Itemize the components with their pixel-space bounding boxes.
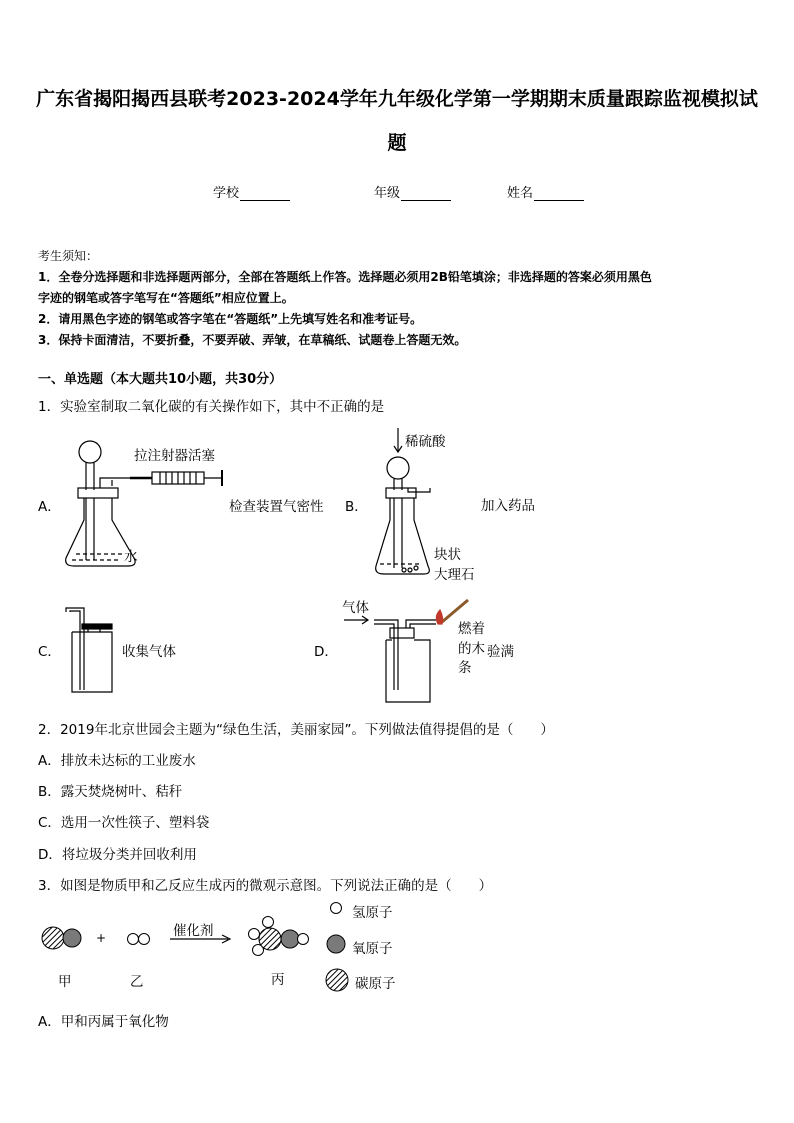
q2-option-b[interactable]: B．露天焚烧树叶、秸秆 <box>38 784 183 800</box>
molecule-bing <box>249 917 309 956</box>
molecule-yi <box>128 934 150 945</box>
section-title: 一、单选题（本大题共10小题，共30分） <box>38 372 283 387</box>
school-label: 学校 <box>213 186 240 201</box>
q1-a-desc: 检查装置气密性 <box>229 499 324 515</box>
q1-a-water-label: 水 <box>124 549 138 565</box>
q1-b-solid-label-2: 大理石 <box>434 567 475 583</box>
legend-hydrogen-icon <box>331 903 342 914</box>
question-1-stem: 1．实验室制取二氧化碳的有关操作如下，其中不正确的是 <box>38 399 385 415</box>
q1-d-gas-label: 气体 <box>342 600 369 616</box>
q3-option-a[interactable]: A．甲和丙属于氧化物 <box>38 1014 169 1030</box>
q2-option-c[interactable]: C．选用一次性筷子、塑料袋 <box>38 815 210 831</box>
label-yi: 乙 <box>130 974 144 990</box>
q2-option-a[interactable]: A．排放未达标的工业废水 <box>38 753 196 769</box>
label-jia: 甲 <box>58 974 72 990</box>
q1-b-solid-label-1: 块状 <box>434 547 461 563</box>
exam-title-continued: 题 <box>387 132 407 154</box>
legend-carbon-label: 碳原子 <box>355 976 396 992</box>
q1-b-desc: 加入药品 <box>481 498 535 514</box>
q1-d-stick-label-2: 的木 <box>458 641 485 657</box>
q1-d-stick-label-3: 条 <box>458 660 472 676</box>
grade-label: 年级 <box>374 186 401 201</box>
question-2-stem: 2．2019年北京世园会主题为“绿色生活，美丽家园”。下列做法值得提倡的是（ ） <box>38 722 554 738</box>
instructions-heading: 考生须知： <box>38 249 99 263</box>
molecule-jia <box>42 927 81 949</box>
q1-option-d-label[interactable]: D． <box>314 644 338 660</box>
legend-carbon-icon <box>326 969 348 991</box>
instruction-1: 1．全卷分选择题和非选择题两部分，全部在答题纸上作答。选择题必须用2B铅笔填涂；非选择题的答案必须用黑色 <box>38 270 652 284</box>
q1-c-desc: 收集气体 <box>122 644 176 660</box>
legend-oxygen-label: 氧原子 <box>352 941 393 957</box>
plus-sign: + <box>96 931 107 945</box>
q1-option-a-label[interactable]: A． <box>38 499 61 515</box>
q1-d-desc: 验满 <box>487 644 514 660</box>
instruction-1-cont: 字迹的钢笔或答字笔写在“答题纸”相应位置上。 <box>38 291 294 305</box>
q2-option-d[interactable]: D．将垃圾分类并回收利用 <box>38 847 197 863</box>
q1-option-c-label[interactable]: C． <box>38 644 61 660</box>
q1-option-b-label[interactable]: B． <box>345 499 368 515</box>
q1-d-stick-label-1: 燃着 <box>458 621 485 637</box>
instruction-2: 2．请用黑色字迹的钢笔或答字笔在“答题纸”上先填写姓名和准考证号。 <box>38 312 423 326</box>
label-bing: 丙 <box>271 972 285 988</box>
name-label: 姓名 <box>507 186 534 201</box>
instruction-3: 3．保持卡面清洁，不要折叠，不要弄破、弄皱，在草稿纸、试题卷上答题无效。 <box>38 333 467 347</box>
question-3-stem: 3．如图是物质甲和乙反应生成丙的微观示意图。下列说法正确的是（ ） <box>38 878 493 894</box>
catalyst-label: 催化剂 <box>173 923 214 939</box>
exam-title: 广东省揭阳揭西县联考2023-2024学年九年级化学第一学期期末质量跟踪监视模拟试 <box>36 88 758 110</box>
legend-oxygen-icon <box>327 935 345 953</box>
q1-b-acid-label: 稀硫酸 <box>405 434 446 450</box>
legend-hydrogen-label: 氢原子 <box>352 905 393 921</box>
q1-a-syringe-label: 拉注射器活塞 <box>134 448 215 464</box>
